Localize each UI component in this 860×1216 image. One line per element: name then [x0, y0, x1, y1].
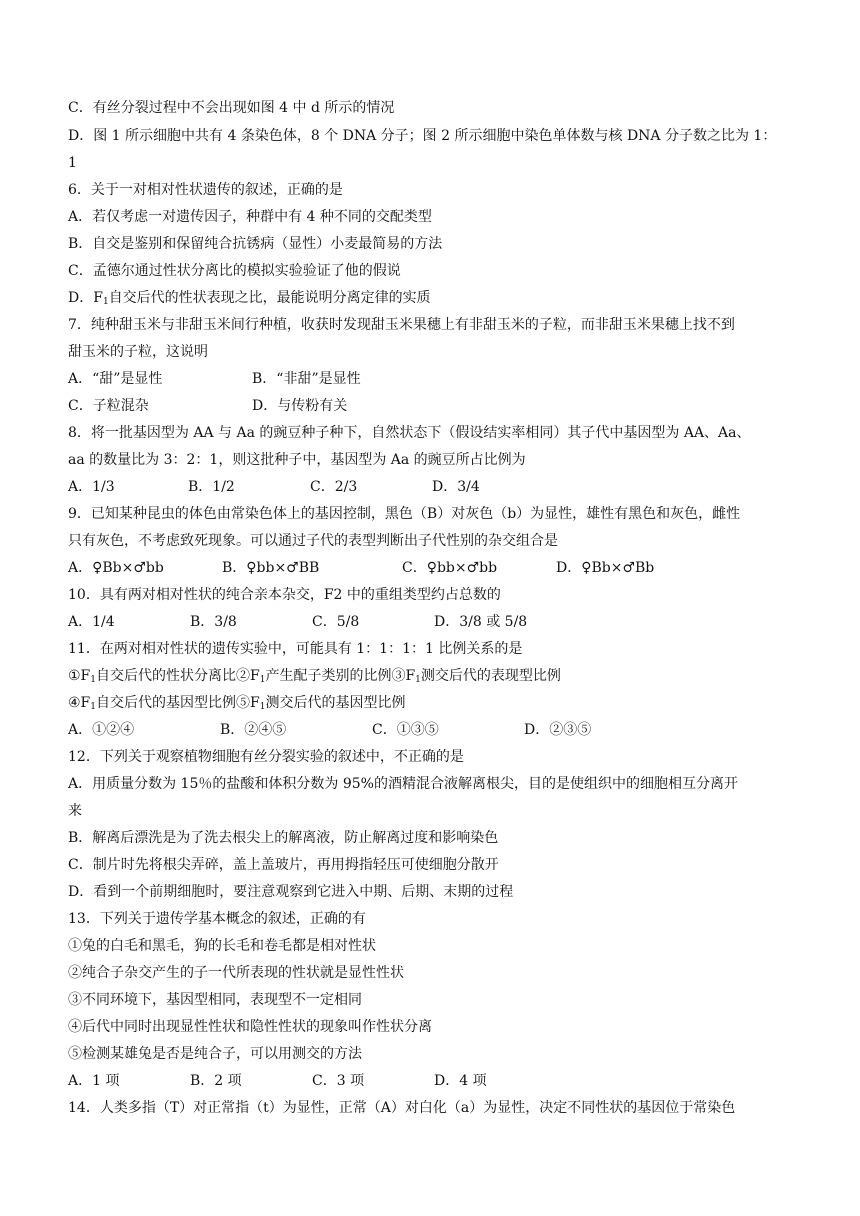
- q7-stem-line2: 甜玉米的子粒，这说明: [68, 344, 208, 360]
- subscript: 1: [102, 297, 109, 307]
- q9-option-d: D．♀Bb×♂Bb: [556, 560, 655, 576]
- q11-statement-3: 测交后代的表现型比例: [420, 668, 561, 684]
- q13-statement-2: ②纯合子杂交产生的子一代所表现的性状就是显性性状: [68, 965, 404, 981]
- q10-option-d: D．3/8 或 5/8: [434, 614, 528, 630]
- subscript: 1: [90, 675, 96, 685]
- q6-option-b: B．自交是鉴别和保留纯合抗锈病（显性）小麦最简易的方法: [68, 236, 443, 252]
- q11-statement-4-5: 自交后代的基因型比例⑤F: [96, 695, 260, 711]
- q11-option-b: B．②④⑤: [220, 722, 287, 738]
- q13-option-c: C．3 项: [312, 1073, 365, 1089]
- q12-option-a-continued: 来: [68, 803, 82, 819]
- q13-statement-3: ③不同环境下，基因型相同，表现型不一定相同: [68, 992, 362, 1008]
- q11-statements-line2: [68, 694, 405, 712]
- q8-option-c: C．2/3: [310, 479, 358, 495]
- subscript: 1: [259, 702, 266, 712]
- q13-option-a: A．1 项: [68, 1073, 120, 1089]
- q12-option-a: A．用质量分数为 15％的盐酸和体积分数为 95%的酒精混合液解离根尖，目的是使组织中的细胞相互分离开: [68, 776, 738, 792]
- q10-option-c: C．5/8: [312, 614, 360, 630]
- q5-option-c: C．有丝分裂过程中不会出现如图 4 中 d 所示的情况: [68, 100, 395, 116]
- q6-option-a: A．若仅考虑一对遗传因子，种群中有 4 种不同的交配类型: [68, 209, 432, 225]
- q9-option-a: A．♀Bb×♂bb: [68, 560, 164, 576]
- q10-option-a: A．1/4: [68, 614, 115, 630]
- q13-statement-5: ⑤检测某雄兔是否是纯合子，可以用测交的方法: [68, 1046, 362, 1062]
- q6-option-c: C．孟德尔通过性状分离比的模拟实验验证了他的假说: [68, 263, 401, 279]
- q9-option-c: C．♀bb×♂bb: [402, 560, 498, 576]
- q7-option-a: A．“甜”是显性: [68, 371, 163, 387]
- q8-option-b: B．1/2: [188, 479, 235, 495]
- q7-option-b: B．“非甜”是显性: [252, 371, 361, 387]
- q10-stem: 10．具有两对相对性状的纯合亲本杂交，F2 中的重组类型约占总数的: [68, 587, 501, 603]
- q13-option-b: B．2 项: [190, 1073, 242, 1089]
- q6-option-d-text: 自交后代的性状表现之比，最能说明分离定律的实质: [108, 290, 431, 306]
- q12-option-b: B．解离后漂洗是为了洗去根尖上的解离液，防止解离过度和影响染色: [68, 830, 499, 846]
- q9-stem-line2: 只有灰色，不考虑致死现象。可以通过子代的表型判断出子代性别的杂交组合是: [68, 533, 558, 549]
- q11-option-c: C．①③⑤: [372, 722, 439, 738]
- q7-option-c: C．子粒混杂: [68, 398, 149, 414]
- q9-option-b: B．♀bb×♂BB: [222, 560, 320, 576]
- subscript: 1: [259, 675, 266, 685]
- q8-option-d: D．3/4: [432, 479, 480, 495]
- q13-option-d: D．4 项: [434, 1073, 487, 1089]
- subscript: 1: [415, 675, 421, 685]
- q11-statements-line1: [68, 667, 561, 685]
- q7-option-d: D．与传粉有关: [252, 398, 348, 414]
- q13-statement-1: ①兔的白毛和黑毛，狗的长毛和卷毛都是相对性状: [68, 938, 376, 954]
- q11-statement-2-3: 产生配子类别的比例③F: [265, 668, 416, 684]
- q11-statement-4-prefix: ④F: [68, 695, 91, 711]
- q11-stem: 11．在两对相对性状的遗传实验中，可能具有 1：1：1：1 比例关系的是: [68, 641, 523, 657]
- q9-stem-line1: 9．已知某种昆虫的体色由常染色体上的基因控制，黑色（B）对灰色（b）为显性，雄性有黑色和灰色，雌性: [68, 506, 741, 522]
- q12-option-c: C．制片时先将根尖弄碎，盖上盖玻片，再用拇指轻压可使细胞分散开: [68, 857, 499, 873]
- q13-stem: 13．下列关于遗传学基本概念的叙述，正确的有: [68, 911, 366, 927]
- q7-stem-line1: 7．纯种甜玉米与非甜玉米间行种植，收获时发现甜玉米果穗上有非甜玉米的子粒，而非甜玉米果穗上找不到: [68, 317, 735, 333]
- q8-stem-line1: 8．将一批基因型为 AA 与 Aa 的豌豆种子种下，自然状态下（假设结实率相同）其子代中基因型为 AA、Aa、: [68, 425, 751, 441]
- q11-statement-1-2: 自交后代的性状分离比②F: [96, 668, 260, 684]
- q5-option-d: D．图 1 所示细胞中共有 4 条染色体，8 个 DNA 分子；图 2 所示细胞中染色单体数与核 DNA 分子数之比为 1：: [68, 128, 777, 144]
- q12-stem: 12．下列关于观察植物细胞有丝分裂实验的叙述中，不正确的是: [68, 749, 464, 765]
- q8-option-a: A．1/3: [68, 479, 115, 495]
- q11-option-a: A．①②④: [68, 722, 135, 738]
- q11-option-d: D．②③⑤: [524, 722, 592, 738]
- q11-statement-5: 测交后代的基因型比例: [265, 695, 406, 711]
- q14-stem: 14．人类多指（T）对正常指（t）为显性，正常（A）对白化（a）为显性，决定不同性状的基因位于常染色: [68, 1100, 736, 1116]
- q6-stem: 6．关于一对相对性状遗传的叙述，正确的是: [68, 182, 343, 198]
- subscript: 1: [90, 702, 96, 712]
- q12-option-d: D．看到一个前期细胞时，要注意观察到它进入中期、后期、末期的过程: [68, 884, 514, 900]
- q8-stem-line2: aa 的数量比为 3：2：1，则这批种子中，基因型为 Aa 的豌豆所占比例为: [68, 452, 526, 468]
- q6-option-d-prefix: D．F: [68, 290, 103, 306]
- q6-option-d: [68, 289, 431, 307]
- q13-statement-4: ④后代中同时出现显性性状和隐性性状的现象叫作性状分离: [68, 1019, 432, 1035]
- q11-statement-1-prefix: ①F: [68, 668, 91, 684]
- q5-option-d-continued: 1: [68, 155, 77, 171]
- q10-option-b: B．3/8: [190, 614, 237, 630]
